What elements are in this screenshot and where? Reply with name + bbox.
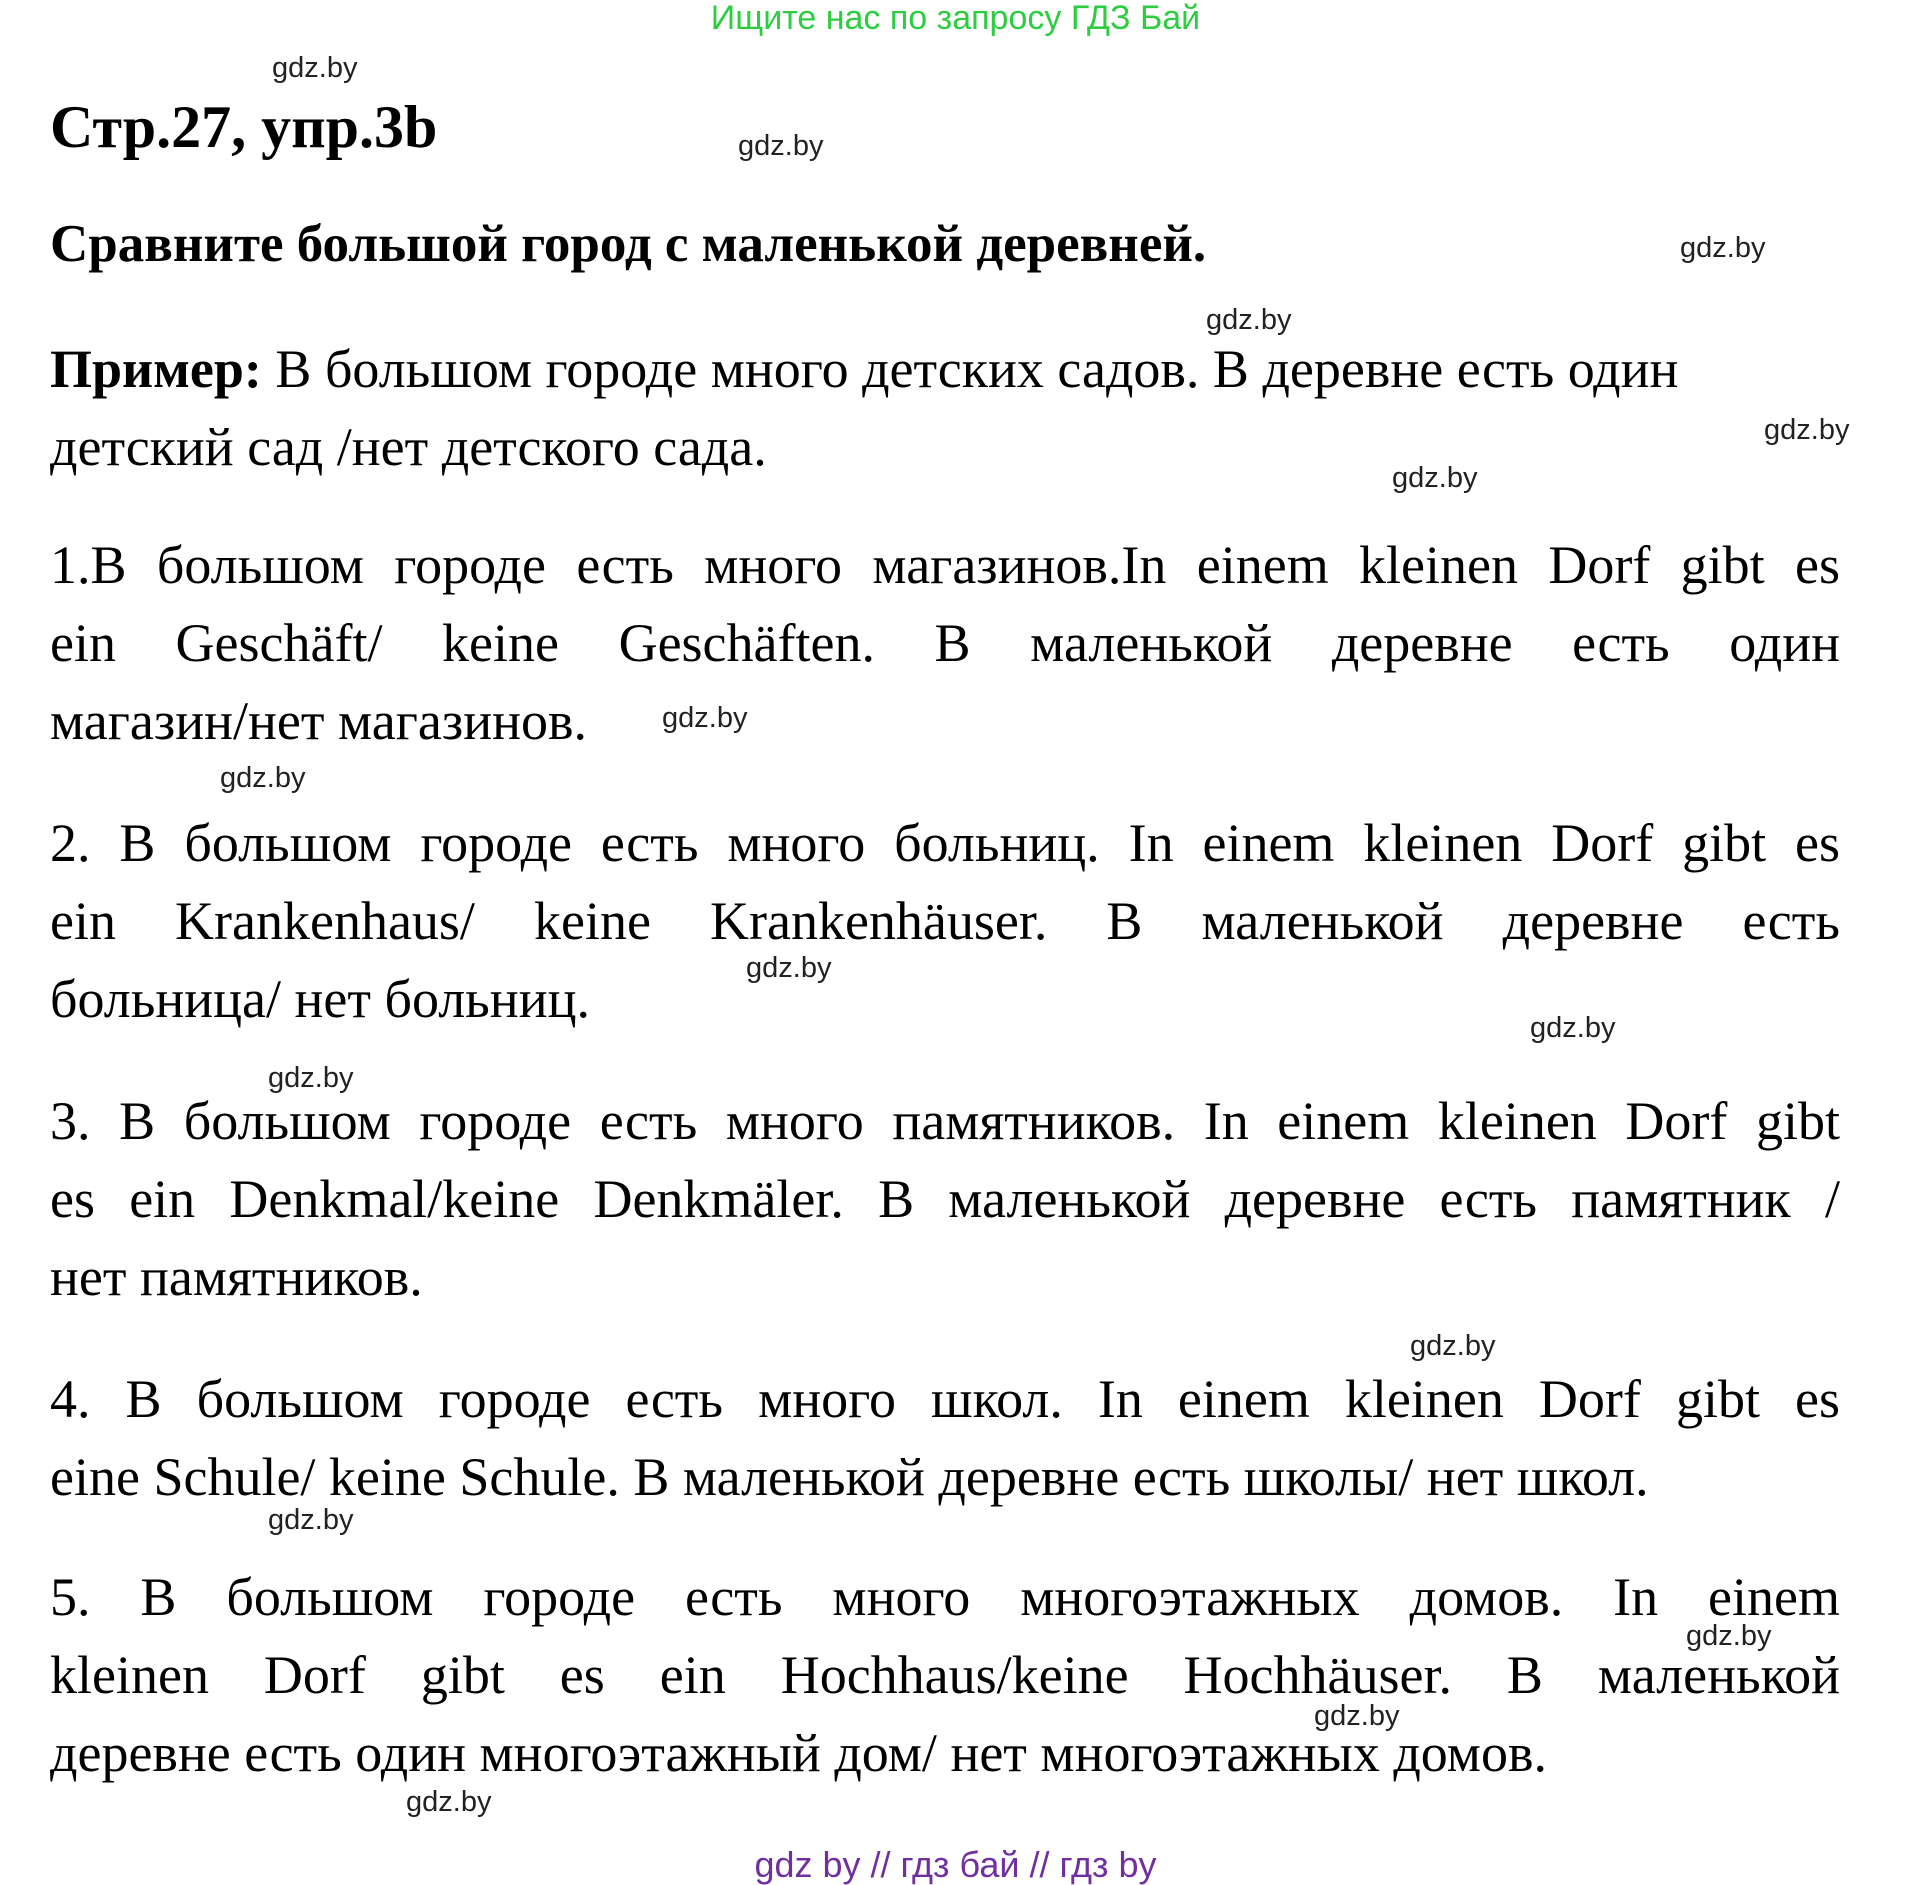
bottom-banner: gdz by // гдз бай // гдз by [754,1844,1157,1885]
watermark: gdz.by [272,52,358,84]
example-line-2: детский сад /нет детского сада. [50,417,767,477]
watermark: gdz.by [1764,414,1850,446]
watermark: gdz.by [1686,1620,1772,1652]
watermark: gdz.by [1410,1330,1496,1362]
item-5-line-3: деревне есть один многоэтажный дом/ нет многоэтажных домов. [50,1723,1547,1783]
watermark: gdz.by [1206,304,1292,336]
watermark: gdz.by [662,702,748,734]
task-heading: Сравните большой город с маленькой деревней. [50,215,1207,273]
item-3-line-1: 3. В большом городе есть много памятников. In einem kleinen Dorf gibt [50,1091,1840,1151]
item-3-line-3: нет памятников. [50,1247,423,1307]
watermark: gdz.by [268,1062,354,1094]
item-1-line-1: 1.В большом городе есть много магазинов.In einem kleinen Dorf gibt es [50,535,1840,595]
page-title: Стр.27, упр.3b [50,94,438,160]
example-line-1 [50,338,1840,400]
example-label: Пример: [50,339,262,399]
item-2-line-2: ein Krankenhaus/ keine Krankenhäuser. В маленькой деревне есть [50,891,1840,951]
watermark: gdz.by [746,952,832,984]
watermark: gdz.by [738,130,824,162]
item-5-line-1: 5. В большом городе есть много многоэтажных домов. In einem [50,1567,1840,1627]
item-1-line-3: магазин/нет магазинов. [50,691,587,751]
watermark: gdz.by [220,762,306,794]
item-4-line-2: eine Schule/ keine Schule. В маленькой деревне есть школы/ нет школ. [50,1447,1649,1507]
item-4-line-1: 4. В большом городе есть много школ. In einem kleinen Dorf gibt es [50,1369,1840,1429]
item-2-line-3: больница/ нет больниц. [50,969,590,1029]
watermark: gdz.by [1392,462,1478,494]
watermark: gdz.by [406,1786,492,1818]
top-banner: Ищите нас по запросу ГДЗ Бай [710,0,1201,37]
item-5-line-2: kleinen Dorf gibt es ein Hochhaus/keine Hochhäuser. В маленькой [50,1645,1840,1705]
watermark: gdz.by [1680,232,1766,264]
watermark: gdz.by [1530,1012,1616,1044]
item-1-line-2: ein Geschäft/ keine Geschäften. В маленькой деревне есть один [50,613,1840,673]
watermark: gdz.by [268,1504,354,1536]
example-text-1: В большом городе много детских садов. В деревне есть один [261,339,1679,399]
item-2-line-1: 2. В большом городе есть много больниц. In einem kleinen Dorf gibt es [50,813,1840,873]
item-3-line-2: es ein Denkmal/keine Denkmäler. В маленькой деревне есть памятник / [50,1169,1840,1229]
watermark: gdz.by [1314,1700,1400,1732]
